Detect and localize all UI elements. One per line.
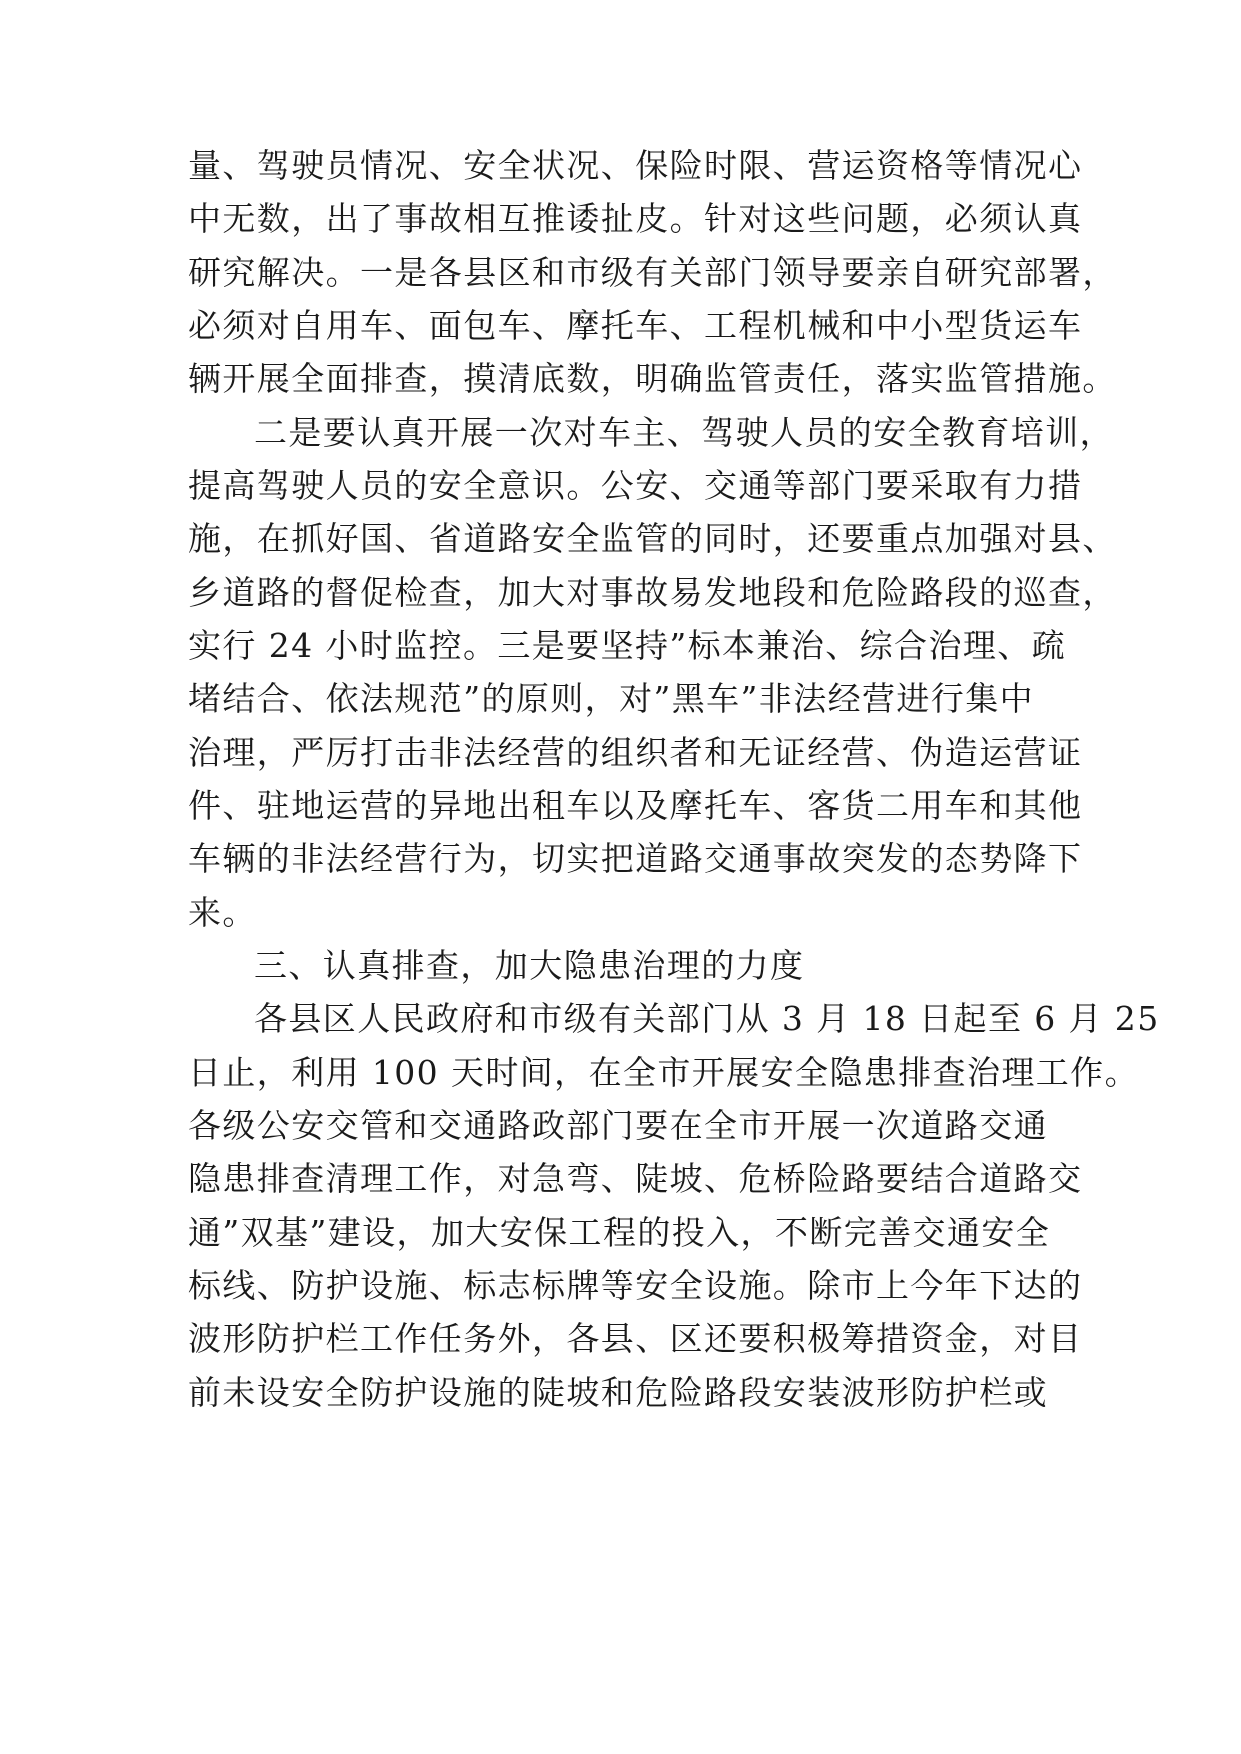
text-line: 前未设安全防护设施的陡坡和危险路段安装波形防护栏或	[188, 1373, 1048, 1412]
text-line: 治理，严厉打击非法经营的组织者和无证经营、伪造运营证	[188, 733, 1083, 772]
text-line: 标线、防护设施、标志标牌等安全设施。除市上今年下达的	[188, 1266, 1083, 1305]
text-line: 堵结合、依法规范”的原则，对”黑车”非法经营进行集中	[188, 679, 1035, 718]
section-heading: 三、认真排查，加大隐患治理的力度	[254, 946, 805, 985]
text-line: 车辆的非法经营行为，切实把道路交通事故突发的态势降下	[188, 839, 1083, 878]
text-line: 二是要认真开展一次对车主、驾驶人员的安全教育培训，	[254, 413, 1114, 452]
text-line: 通”双基”建设，加大安保工程的投入，不断完善交通安全	[188, 1213, 1051, 1252]
text-line: 日止，利用 100 天时间，在全市开展安全隐患排查治理工作。	[188, 1053, 1139, 1092]
text-line: 来。	[188, 893, 257, 932]
text-line: 件、驻地运营的异地出租车以及摩托车、客货二用车和其他	[188, 786, 1083, 825]
text-line: 研究解决。一是各县区和市级有关部门领导要亲自研究部署，	[188, 253, 1117, 292]
text-line: 施，在抓好国、省道路安全监管的同时，还要重点加强对县、	[188, 519, 1117, 558]
text-line: 隐患排查清理工作，对急弯、陡坡、危桥险路要结合道路交	[188, 1159, 1083, 1198]
text-line: 各县区人民政府和市级有关部门从 3 月 18 日起至 6 月 25	[254, 999, 1160, 1038]
text-line: 辆开展全面排查，摸清底数，明确监管责任，落实监管措施。	[188, 359, 1117, 398]
text-line: 提高驾驶人员的安全意识。公安、交通等部门要采取有力措	[188, 466, 1083, 505]
text-line: 实行 24 小时监控。三是要坚持”标本兼治、综合治理、疏	[188, 626, 1067, 665]
text-line: 量、驾驶员情况、安全状况、保险时限、营运资格等情况心	[188, 146, 1083, 185]
text-line: 波形防护栏工作任务外，各县、区还要积极筹措资金，对目	[188, 1319, 1083, 1358]
text-line: 必须对自用车、面包车、摩托车、工程机械和中小型货运车	[188, 306, 1083, 345]
text-line: 乡道路的督促检查，加大对事故易发地段和危险路段的巡查，	[188, 573, 1117, 612]
text-line: 中无数，出了事故相互推诿扯皮。针对这些问题，必须认真	[188, 199, 1083, 238]
text-line: 各级公安交管和交通路政部门要在全市开展一次道路交通	[188, 1106, 1048, 1145]
